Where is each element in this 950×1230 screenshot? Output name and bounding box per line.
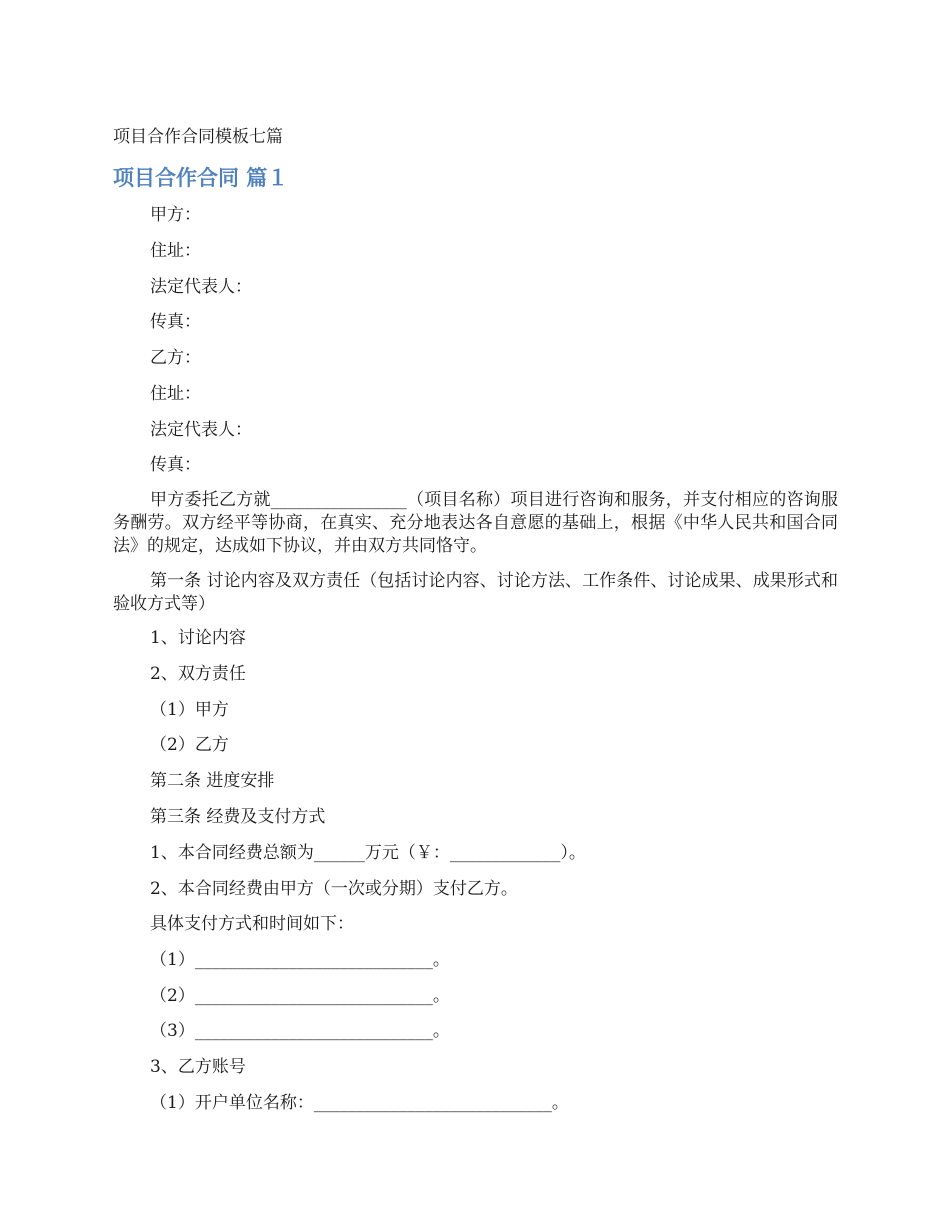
payment-method-intro: 具体支付方式和时间如下： (150, 914, 354, 934)
fee-total-line: 1、本合同经费总额为______万元（￥：_____________）。 (150, 843, 586, 863)
article-2-heading: 第二条 进度安排 (150, 771, 275, 791)
party-a-fax-label: 传真： (150, 312, 201, 332)
research-content-item: 1、讨论内容 (150, 628, 246, 648)
party-a-address-label: 住址： (150, 241, 201, 261)
party-b-representative-label: 法定代表人： (150, 420, 252, 440)
document-title: 项目合作合同模板七篇 (113, 127, 283, 147)
party-a-name-label: 甲方： (150, 205, 201, 225)
party-duties-item: 2、双方责任 (150, 664, 246, 684)
payment-item-1: （1）____________________________。 (150, 950, 450, 970)
fee-payer-line: 2、本合同经费由甲方（一次或分期）支付乙方。 (150, 879, 518, 899)
party-b-fax-label: 传真： (150, 455, 201, 475)
party-b-address-label: 住址： (150, 384, 201, 404)
payment-item-2: （2）____________________________。 (150, 986, 450, 1006)
account-name-line: （1）开户单位名称：____________________________。 (150, 1093, 569, 1113)
duty-party-a: （1）甲方 (150, 700, 229, 720)
account-heading: 3、乙方账号 (150, 1057, 246, 1077)
duty-party-b: （2）乙方 (150, 735, 229, 755)
payment-item-3: （3）____________________________。 (150, 1021, 450, 1041)
section-heading: 项目合作合同 篇１ (113, 166, 289, 190)
party-b-name-label: 乙方： (150, 348, 201, 368)
intro-paragraph: 甲方委托乙方就________________（项目名称）项目进行咨询和服务，并支付相应的咨询服务酬劳。双方经平等协商，在真实、充分地表达各自意愿的基础上，根据《中华人民共和国合同法》的规定，达成如下协议，并由双方共同恪守。 (113, 490, 838, 556)
party-a-representative-label: 法定代表人： (150, 277, 252, 297)
article-3-heading: 第三条 经费及支付方式 (150, 807, 326, 827)
article-1-paragraph: 第一条 讨论内容及双方责任（包括讨论内容、讨论方法、工作条件、讨论成果、成果形式和验收方式等） (113, 571, 838, 614)
